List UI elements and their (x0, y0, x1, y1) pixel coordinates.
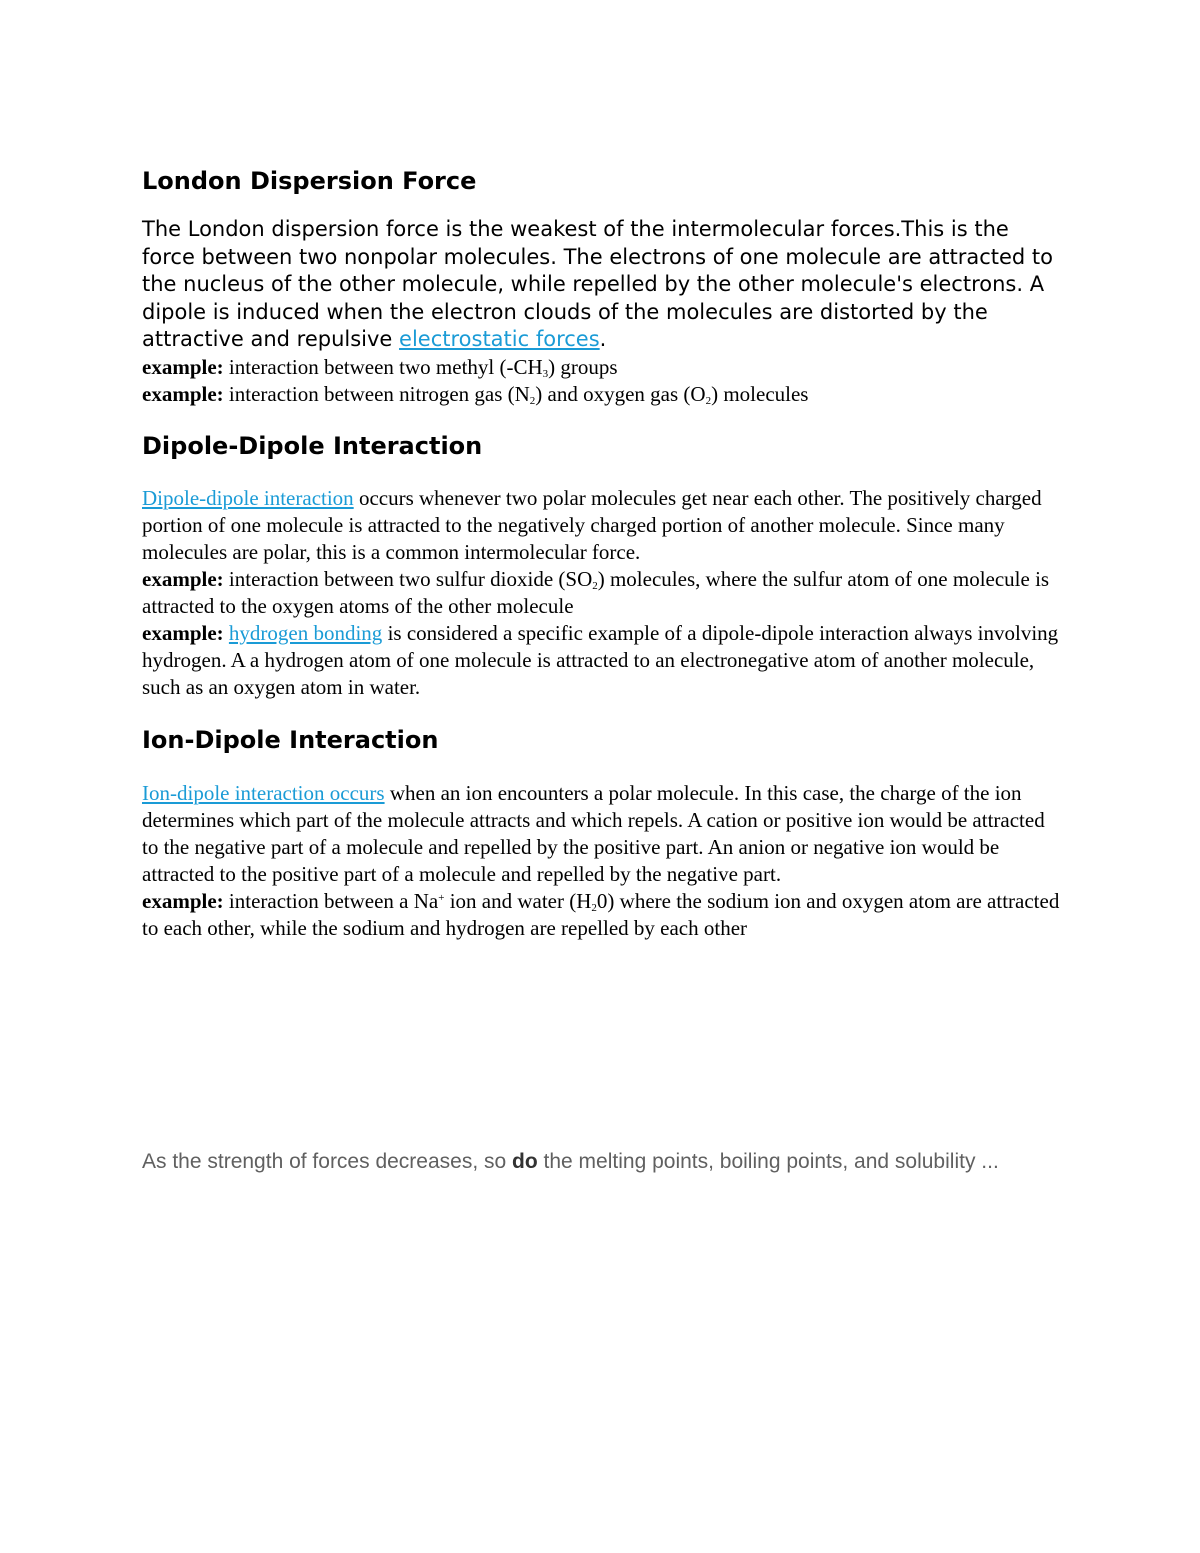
footer-bold-word: do (512, 1150, 538, 1173)
example-text: interaction between two sulfur dioxide (SO (223, 566, 593, 591)
dipole-dipole-paragraph (142, 485, 1062, 566)
example-label: example: (142, 566, 224, 591)
document-page (142, 166, 1062, 942)
footer-text: the melting points, boiling points, and solubility ... (537, 1150, 999, 1173)
dipole-dipole-interaction-link[interactable]: Dipole-dipole interaction (142, 485, 354, 510)
ion-dipole-interaction-link[interactable]: Ion-dipole interaction occurs (142, 780, 385, 805)
electrostatic-forces-link[interactable]: electrostatic forces (399, 327, 600, 351)
london-example-2 (142, 381, 1062, 408)
subscript: 2 (529, 394, 536, 407)
london-text-end: . (599, 327, 607, 351)
footer-note (142, 1147, 1042, 1176)
dipole-example-1 (142, 566, 1062, 620)
section-title-dipole-dipole: Dipole-Dipole Interaction (142, 431, 483, 460)
example-text: ion and water (H (444, 888, 592, 913)
ion-example (142, 888, 1062, 942)
ion-dipole-paragraph (142, 780, 1062, 888)
example-text: interaction between two methyl (-CH (223, 354, 543, 379)
example-label: example: (142, 381, 224, 406)
footer-text: As the strength of forces decreases, so (142, 1150, 513, 1173)
example-text: interaction between nitrogen gas (N (223, 381, 530, 406)
example-text: ) molecules (711, 381, 809, 406)
london-dispersion-paragraph (142, 216, 1062, 354)
example-label: example: (142, 888, 224, 913)
example-text: ) molecules, where the sulfur atom of one molecule is attracted to the oxygen atoms of the other molecule (142, 566, 1050, 618)
example-text: interaction between a Na (223, 888, 439, 913)
dipole-text: occurs whenever two polar molecules get near each other. The positively charged portion of one molecule is attracted to the negatively charged portion of another molecule. Since many molecules are polar, this is a common intermolecular force. (142, 485, 1042, 564)
hydrogen-bonding-link[interactable]: hydrogen bonding (228, 620, 383, 645)
example-text: 0) where the sodium ion and oxygen atom are attracted to each other, while the sodium and hydrogen are repelled by each other (142, 888, 1060, 940)
subscript: 3 (542, 367, 549, 380)
subscript: 2 (591, 901, 597, 914)
london-text: The London dispersion force is the weakest of the intermolecular forces.This is the force between two nonpolar molecules. The electrons of one molecule are attracted to the nucleus of the other molecule, while repelled by the other molecule's electrons. A dipole is induced when the electron clouds of the molecules are distorted by the attractive and repulsive (142, 217, 1053, 351)
example-label: example: (142, 354, 224, 379)
subscript: 2 (705, 394, 712, 407)
example-text: is considered a specific example of a dipole-dipole interaction always involving hydrogen. A a hydrogen atom of one molecule is attracted to an electronegative atom of another molecule, such as an oxygen atom in water. (142, 620, 1059, 699)
ion-text: when an ion encounters a polar molecule. In this case, the charge of the ion determines which part of the molecule attracts and which repels. A cation or positive ion would be attracted to the negative part of a molecule and repelled by the positive part. An anion or negative ion would be attracted to the positive part of a molecule and repelled by the negative part. (142, 780, 1045, 886)
example-text: ) groups (548, 354, 618, 379)
superscript: + (438, 891, 445, 904)
example-label: example: (142, 620, 224, 645)
section-title-london-dispersion: London Dispersion Force (142, 167, 477, 195)
dipole-example-2 (142, 620, 1062, 701)
subscript: 2 (592, 579, 598, 592)
example-text: ) and oxygen gas (O (535, 381, 706, 406)
london-example-1 (142, 354, 1062, 381)
section-title-ion-dipole: Ion-Dipole Interaction (142, 725, 439, 754)
